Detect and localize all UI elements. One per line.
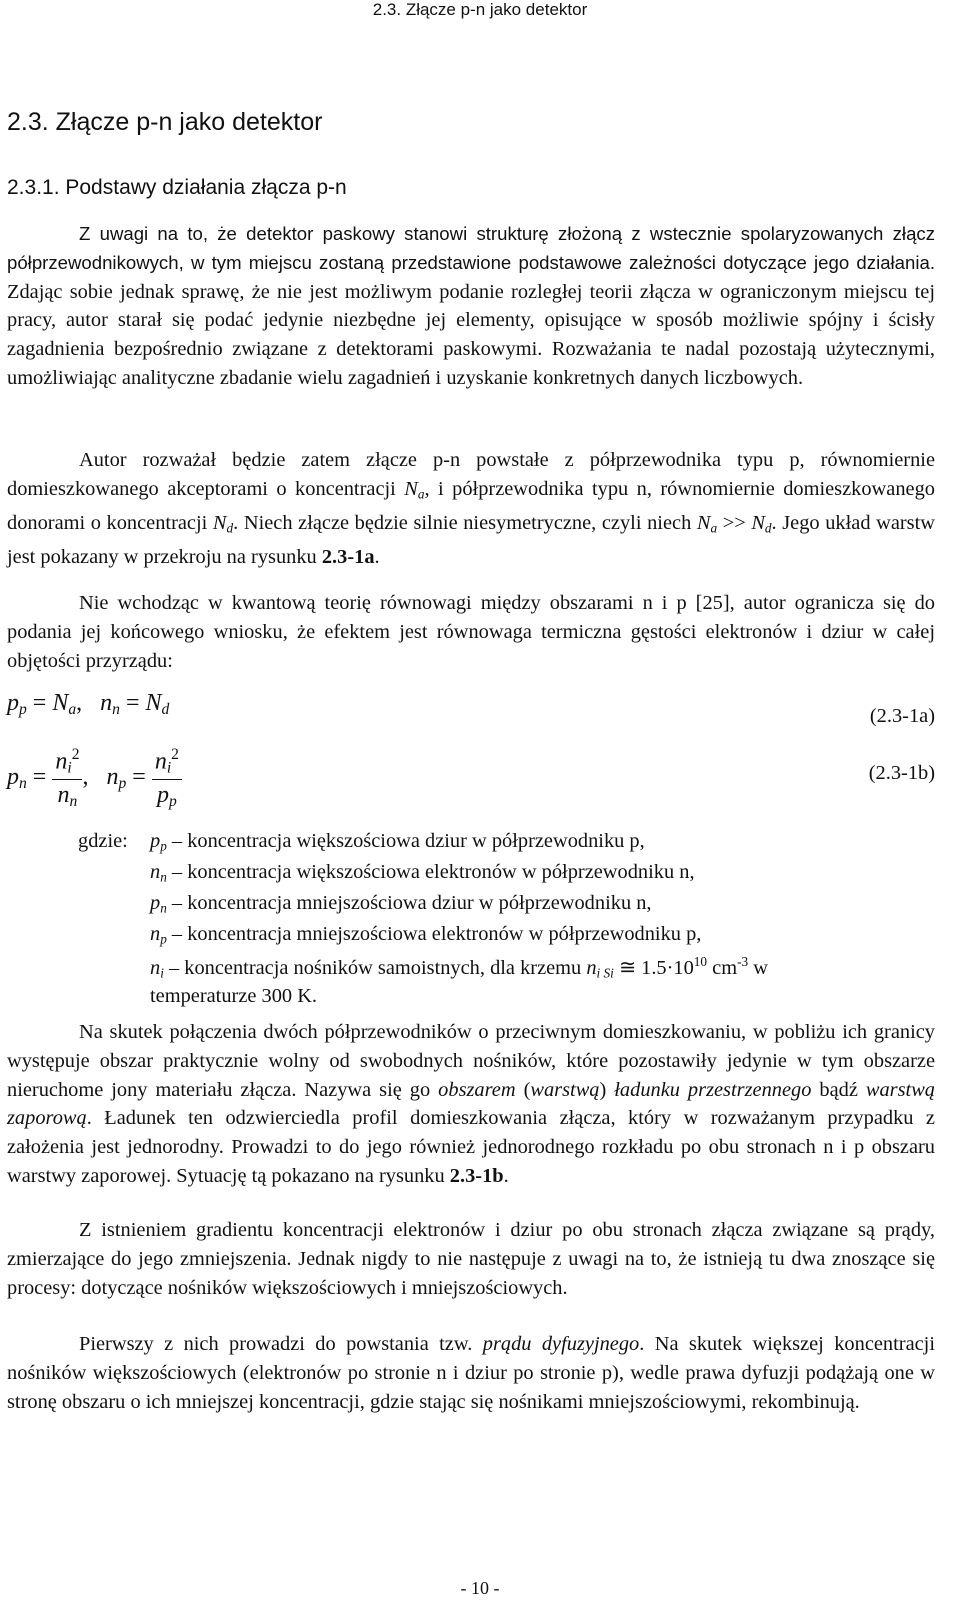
def-ni-text: – koncentracja nośników samoistnych, dla krzemu: [163, 956, 587, 979]
equation-2: [7, 746, 182, 811]
def-ni-value: ≅ 1.5·10: [613, 956, 694, 979]
eq1-na: N: [52, 690, 69, 716]
eq2-frac1-num-sup: 2: [71, 746, 80, 763]
p4-text-4: bądź: [811, 1078, 866, 1101]
p4-text-2: (: [515, 1078, 531, 1101]
p2-symbol-na: N: [404, 477, 418, 500]
def-ni-si-sub: i Si: [596, 965, 614, 981]
eq2-pn: p: [7, 764, 19, 791]
paragraph-1-serif-part: Zdając sobie jednak sprawę, że nie jest możliwym podanie rozległej teorii złącza w ograniczonym miejscu tej pracy, autor starał się podać jedynie niezbędne jej elementy, opisujące w sposób możliwie spójny i ścisły zagadnienia bezpośrednio związane z detektorami paskowymi. Rozważania te nadal pozostają użytecznymi, umożliwiając analityczne zbadanie wielu zagadnień i uzyskanie konkretnych danych liczbowych.: [7, 280, 935, 389]
p6-text-2: . Na skutek większej koncentracji nośników większościowych (elektronów po stronie n i dziur po stronie p), wedle prawa dyfuzji podążają one w stronę obszaru o ich mniejszej koncentracji, gdzie stając się nośnikami mniejszościowymi, rekombinują.: [7, 1333, 935, 1413]
def-pn-text: – koncentracja mniejszościowa dziur w półprzewodniku n,: [166, 892, 652, 914]
figure-reference-2.3-1a: 2.3-1a: [321, 546, 375, 569]
eq1-nn-sub: n: [112, 700, 120, 718]
definition-row-pn: [150, 892, 652, 916]
equation-1-number: (2.3-1a): [869, 705, 935, 727]
p2-symbol-nd-sub: d: [226, 520, 234, 536]
p4-term-warstwa: warstwą: [530, 1078, 600, 1101]
paragraph-6: [7, 1330, 935, 1416]
def-nn-text: – koncentracja większościowa elektronów w półprzewodniku n,: [166, 861, 695, 883]
def-pp-symbol: p: [150, 830, 161, 852]
eq2-pn-sub: n: [19, 774, 27, 792]
eq1-nd-sub: d: [161, 700, 170, 718]
p4-text-1: Na skutek połączenia dwóch półprzewodników o przeciwnym domieszkowaniu, w pobliżu ich granicy występuje obszar praktycznie wolny od swobodnych nośników, które pozostawiły jedynie w tym obszarze nieruchome jony materiału złącza. Nazywa się go: [7, 1021, 935, 1101]
def-ni-si-symbol: n: [586, 956, 597, 979]
p4-text-5: . Ładunek ten odzwierciedla profil domieszkowania złącza, który w rozważanym przypadku z założenia jest jednorodny. Prowadzi to do jego również jednorodnego rozkładu po obu stronach n i p obszaru warstwy zaporowej. Sytuację tą pokazano na rysunku: [7, 1107, 935, 1187]
def-pn-symbol: p: [150, 892, 161, 914]
p2-text-5: .: [374, 546, 380, 569]
running-header: 2.3. Złącze p-n jako detektor: [372, 0, 588, 19]
paragraph-2: [7, 446, 935, 572]
p6-text-1: Pierwszy z nich prowadzi do powstania tzw.: [79, 1333, 483, 1355]
def-ni-unit-exponent: -3: [737, 954, 749, 969]
p2-compare-right: N: [751, 511, 765, 534]
def-np-symbol: n: [150, 923, 161, 945]
eq1-nd: N: [145, 690, 162, 716]
paragraph-4: [7, 1018, 935, 1191]
figure-reference-2.3-1b: 2.3-1b: [449, 1164, 504, 1187]
definition-row-pp: [150, 830, 645, 854]
p2-symbol-na-sub: a: [417, 486, 425, 502]
section-heading: 2.3. Złącze p-n jako detektor: [7, 108, 323, 136]
def-np-text: – koncentracja mniejszościowa elektronów w półprzewodniku p,: [166, 923, 702, 945]
eq2-np-sub: p: [118, 774, 127, 792]
definitions-intro: gdzie:: [78, 830, 128, 852]
definition-row-ni-continuation: temperaturze 300 K.: [150, 985, 318, 1007]
eq2-equals-2: =: [126, 764, 152, 791]
p2-text-4: . Jego układ warstw jest pokazany w przekroju na rysunku: [7, 511, 936, 569]
p4-text-6: .: [503, 1164, 509, 1187]
subsection-heading: 2.3.1. Podstawy działania złącza p-n: [7, 176, 347, 199]
eq1-pp-sub: p: [19, 700, 27, 718]
definition-row-np: [150, 923, 701, 947]
p2-compare-left: N: [696, 511, 711, 534]
p2-text-1: Autor rozważał będzie zatem złącze p-n powstałe z półprzewodnika typu p, równomiernie domieszkowanego akceptorami o koncentracji: [7, 449, 935, 500]
eq2-frac1-num: n: [55, 748, 68, 775]
def-pp-sub: p: [160, 838, 167, 854]
paragraph-1-sans-part: Z uwagi na to, że detektor paskowy stanowi strukturę złożoną z wstecznie spolaryzowanych złącz półprzewodnikowych, w tym miejscu zostaną przedstawione podstawowe zależności dotyczące jego działania.: [7, 223, 935, 273]
equation-1: [7, 690, 169, 719]
definition-row-nn: [150, 861, 695, 885]
eq2-frac2-num-sup: 2: [171, 746, 179, 763]
definition-row-ni: [150, 954, 768, 981]
paragraph-1: [7, 220, 935, 393]
eq2-frac2-num-sub: i: [166, 759, 172, 777]
eq2-frac2-den: p: [157, 782, 169, 809]
eq2-frac1-den: n: [57, 782, 70, 809]
page-number: - 10 -: [460, 1578, 500, 1598]
def-nn-symbol: n: [150, 861, 161, 883]
eq2-equals-1: =: [26, 764, 53, 791]
paragraph-5: Z istnieniem gradientu koncentracji elektronów i dziur po obu stronach złącza związane są prądy, zmierzające do jego zmniejszenia. Jednak nigdy to nie następuje z uwagi na to, że istnieją tu dwa znoszące się procesy: dotyczące nośników większościowych i mniejszościowych.: [7, 1219, 935, 1299]
def-ni-symbol: n: [150, 956, 161, 979]
p2-text-3: . Niech złącze będzie silnie niesymetryczne, czyli niech: [233, 511, 697, 534]
eq1-equals-2: =: [119, 690, 146, 716]
def-nn-sub: n: [160, 869, 167, 885]
def-ni-sub: i: [160, 965, 164, 981]
eq1-equals-1: =: [26, 690, 53, 716]
eq2-frac2-num: n: [154, 748, 167, 775]
eq2-np: n: [106, 764, 119, 791]
eq2-frac1-num-sub: i: [67, 759, 72, 777]
p2-text-2: , i półprzewodnika typu n, równomiernie domieszkowanego donorami o koncentracji: [7, 477, 935, 534]
p4-text-3: ): [599, 1078, 615, 1101]
p2-compare-right-sub: d: [764, 520, 772, 536]
eq2-comma: ,: [82, 764, 89, 791]
p2-compare-operator: >>: [717, 511, 752, 534]
eq1-nn: n: [100, 690, 113, 716]
p6-term-prad-dyfuzyjny: prądu dyfuzyjnego: [482, 1333, 640, 1355]
equation-2-number: (2.3-1b): [868, 762, 935, 784]
eq1-pp: p: [7, 690, 19, 716]
def-ni-unit: cm: [707, 956, 738, 979]
eq1-na-sub: a: [68, 700, 77, 718]
def-pn-sub: n: [160, 900, 167, 916]
eq2-frac2-den-sub: p: [169, 793, 177, 811]
p4-term-ladunku: ładunku przestrzennego: [614, 1078, 812, 1101]
paragraph-3: Nie wchodząc w kwantową teorię równowagi między obszarami n i p [25], autor ogranicza się do podania jej końcowego wniosku, że efektem jest równowaga termiczna gęstości elektronów i dziur w całej objętości przyrządu:: [7, 592, 935, 672]
eq1-comma: ,: [76, 690, 83, 716]
def-np-sub: p: [160, 931, 167, 947]
def-ni-exponent: 10: [693, 954, 708, 969]
p2-symbol-nd: N: [212, 511, 227, 534]
def-pp-text: – koncentracja większościowa dziur w półprzewodniku p,: [166, 830, 645, 852]
eq2-fraction-1: [52, 746, 82, 811]
eq2-fraction-2: [152, 746, 182, 811]
p2-compare-left-sub: a: [710, 520, 718, 536]
eq2-frac1-den-sub: n: [69, 793, 78, 811]
p4-term-warstwa-zaporowa: warstwą zaporową: [7, 1078, 935, 1130]
def-ni-trailing: w: [748, 956, 768, 979]
p4-term-obszarem: obszarem: [438, 1078, 516, 1101]
